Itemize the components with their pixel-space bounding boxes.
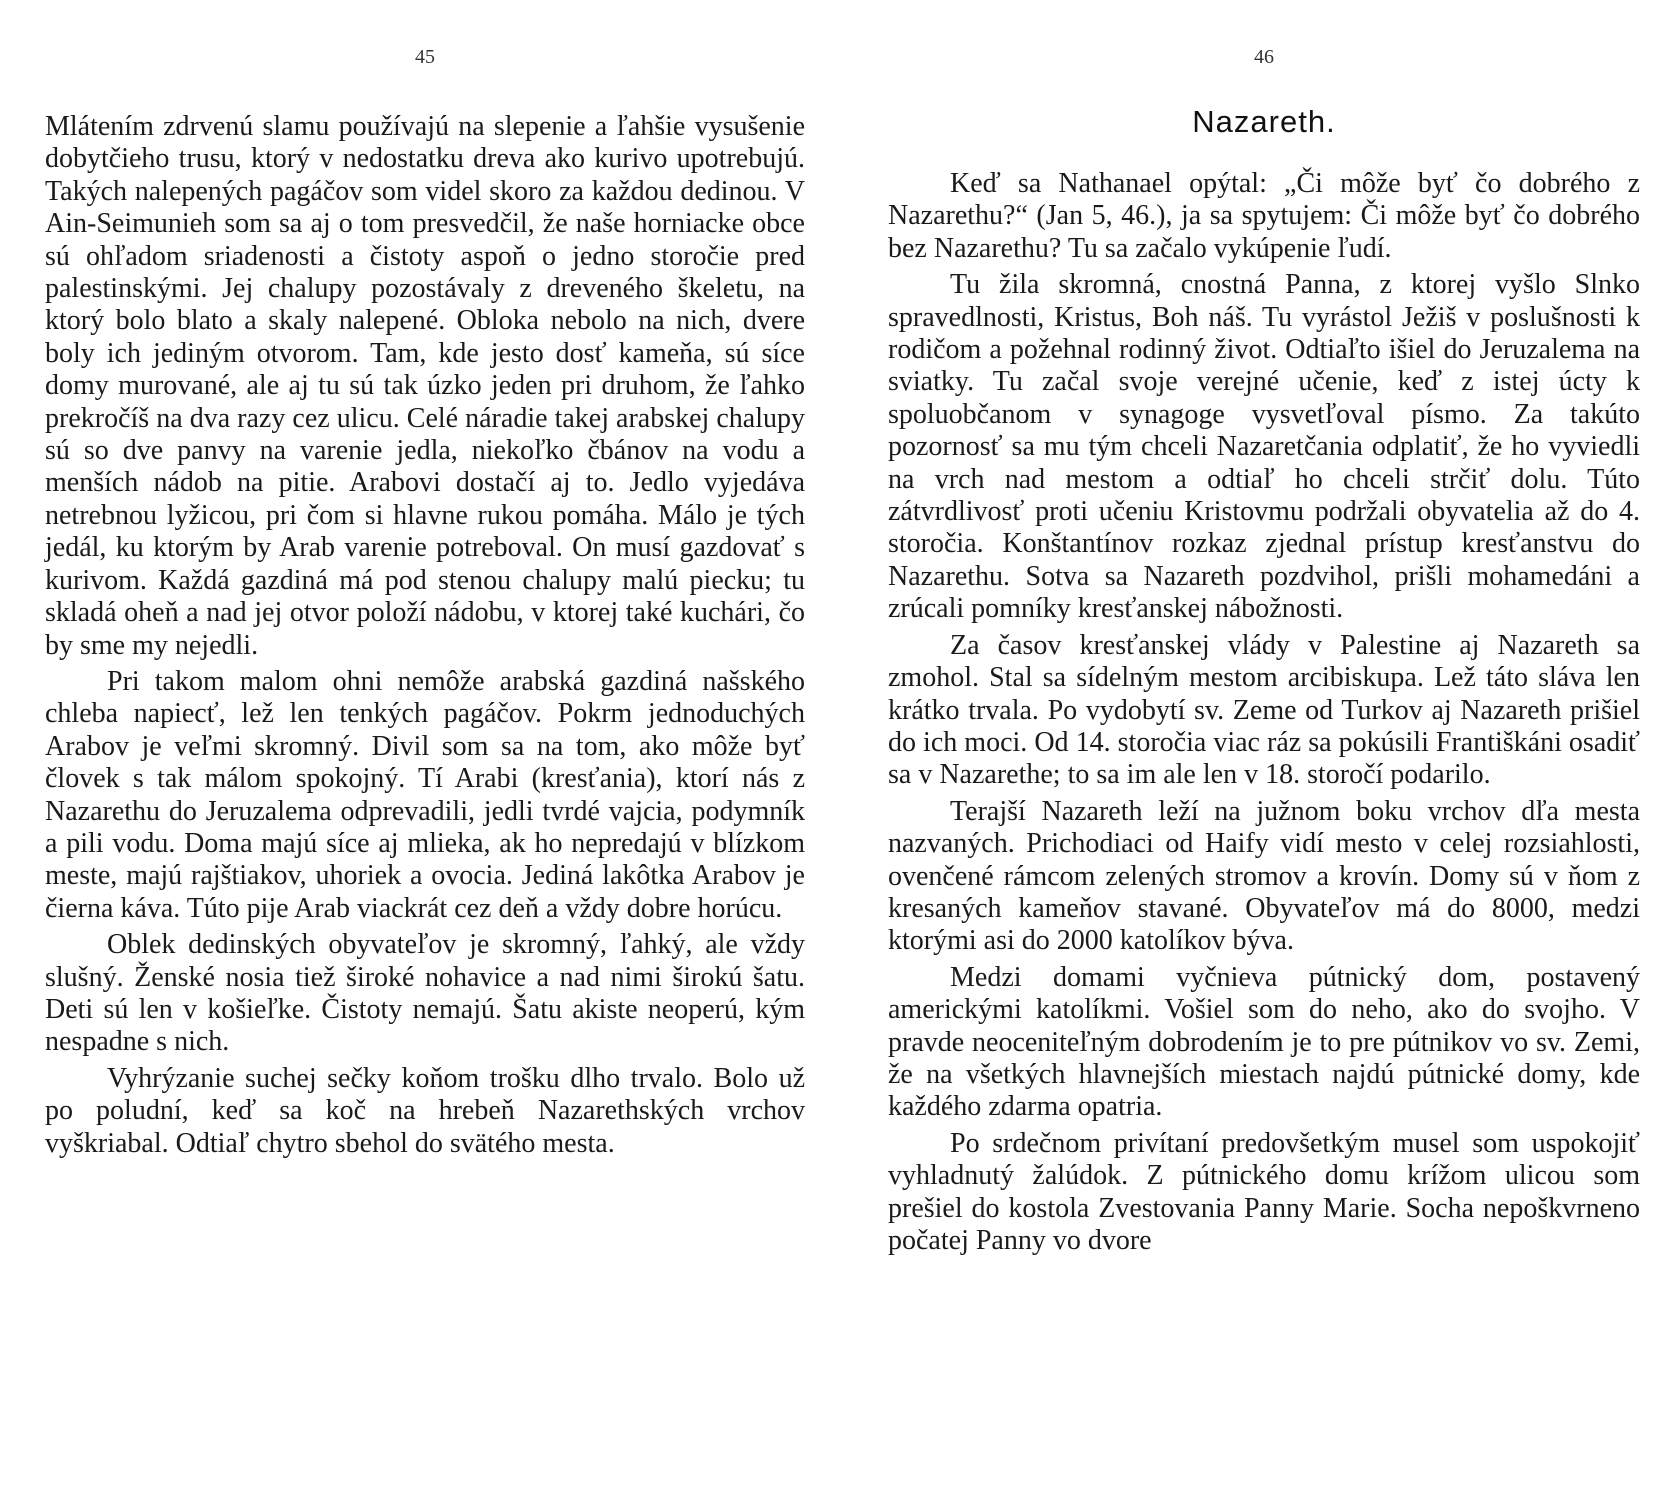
page-number: 45 <box>415 46 435 68</box>
left-page <box>45 0 805 1500</box>
paragraph: Keď sa Nathanael opýtal: „Či môže byť čo dobrého z Nazarethu?“ (Jan 5, 46.), ja sa spytujem: Či môže byť čo dobrého bez Nazarethu? Tu sa začalo vykúpenie ľudí. <box>888 168 1640 264</box>
paragraph: Tu žila skromná, cnostná Panna, z ktorej vyšlo Slnko spravedlnosti, Kristus, Boh náš. Tu vyrástol Ježiš v poslušnosti k rodičom a požehnal rodinný život. Odtiaľto išiel do Jeruzalema na sviatky. Tu začal svoje verejné učenie, keď z istej úcty k spoluobčanom v synagoge vysvetľoval písmo. Za takúto pozornosť sa mu tým chceli Nazaretčania odplatiť, že ho vyviedli na vrch nad mestom a odtiaľ ho chceli strčiť dolu. Túto zátvrdlivosť proti učeniu Kristovmu podržali obyvatelia až do 4. storočia. Konštantínov rozkaz zjednal prístup kresťanstvu do Nazarethu. Sotva sa Nazareth pozdvihol, prišli mohamedáni a zrúcali pomníky kresťanskej nábožnosti. <box>888 269 1640 625</box>
chapter-title: Nazareth. <box>1192 104 1336 139</box>
paragraph: Za časov kresťanskej vlády v Palestine aj Nazareth sa zmohol. Stal sa sídelným mestom arcibiskupa. Lež táto sláva len krátko trvala. Po vydobytí sv. Zeme od Turkov aj Nazareth prišiel do ich moci. Od 14. storočia viac ráz sa pokúsili Františkáni osadiť sa v Nazarethe; to sa im ale len v 18. storočí podarilo. <box>888 629 1640 791</box>
paragraph: Terajší Nazareth leží na južnom boku vrchov dľa mesta nazvaných. Prichodiaci od Haify vidí mesto v celej rozsiahlosti, ovenčené rámcom zelených stromov a krovín. Domy sú v ňom z kresaných kameňov stavané. Obyvateľov má do 8000, medzi ktorými asi do 2000 katolíkov býva. <box>888 795 1640 957</box>
right-page <box>888 0 1640 1500</box>
paragraph: Vyhrýzanie suchej sečky koňom trošku dlho trvalo. Bolo už po poludní, keď sa koč na hrebeň Nazarethských vrchov vyškriabal. Odtiaľ chytro sbehol do svätého mesta. <box>45 1062 805 1159</box>
paragraph: Pri takom malom ohni nemôže arabská gazdiná našského chleba napiecť, lež len tenkých pagáčov. Pokrm jednoduchých Arabov je veľmi skromný. Divil som sa na tom, ako môže byť človek s tak málom spokojný. Tí Arabi (kresťania), ktorí nás z Nazarethu do Jeruzalema odprevadili, jedli tvrdé vajcia, podymník a pili vodu. Doma majú síce aj mlieka, ak ho nepredajú v blízkom meste, majú rajštiakov, uhoriek a ovocia. Jediná lakôtka Arabov je čierna káva. Túto pije Arab viackrát cez deň a vždy dobre horúcu. <box>45 665 805 924</box>
page-text <box>888 168 1640 1261</box>
paragraph: Po srdečnom privítaní predovšetkým musel som uspokojiť vyhladnutý žalúdok. Z pútnického domu krížom ulicou som prešiel do kostola Zvestovania Panny Marie. Socha nepoškvrneno počatej Panny vo dvore <box>888 1127 1640 1256</box>
paragraph: Medzi domami vyčnieva pútnický dom, postavený americkými katolíkmi. Vošiel som do neho, ako do svojho. V pravde neoceniteľným dobrodením je to pre pútnikov vo sv. Zemi, že na všetkých hlavnejších miestach najdú pútnické domy, kde každého zdarma opatria. <box>888 961 1640 1123</box>
paragraph: Oblek dedinských obyvateľov je skromný, ľahký, ale vždy slušný. Ženské nosia tiež široké nohavice a nad nimi širokú šatu. Deti sú len v košieľke. Čistoty nemajú. Šatu akiste neoperú, kým nespadne s nich. <box>45 929 805 1058</box>
page-text <box>45 111 805 1164</box>
paragraph: Mlátením zdrvenú slamu používajú na slepenie a ľahšie vysušenie dobytčieho trusu, ktorý v nedostatku dreva ako kurivo upotrebujú. Takých nalepených pagáčov som videl skoro za každou dedinou. V Ain-Seimunieh som sa aj o tom presvedčil, že naše horniacke obce sú ohľadom sriadenosti a čistoty aspoň o jedno storočie pred palestinskými. Jej chalupy pozostávaly z dreveného škeletu, na ktorý bolo blato a skaly nalepené. Obloka nebolo na nich, dvere boly ich jediným otvorom. Tam, kde jesto dosť kameňa, sú síce domy murované, ale aj tu sú tak úzko jeden pri druhom, že ľahko prekročíš na dva razy cez ulicu. Celé náradie takej arabskej chalupy sú so dve panvy na varenie jedla, niekoľko čbánov na vodu a menších nádob na pitie. Arabovi dostačí aj to. Jedlo vyjedáva netrebnou lyžicou, pri čom si hlavne rukou pomáha. Málo je tých jedál, ku ktorým by Arab varenie potreboval. On musí gazdovať s kurivom. Každá gazdiná má pod stenou chalupy malú piecku; tu skladá oheň a nad jej otvor položí nádobu, v ktorej také kuchári, čo by sme my nejedli. <box>45 111 805 661</box>
page-number: 46 <box>1254 46 1274 68</box>
